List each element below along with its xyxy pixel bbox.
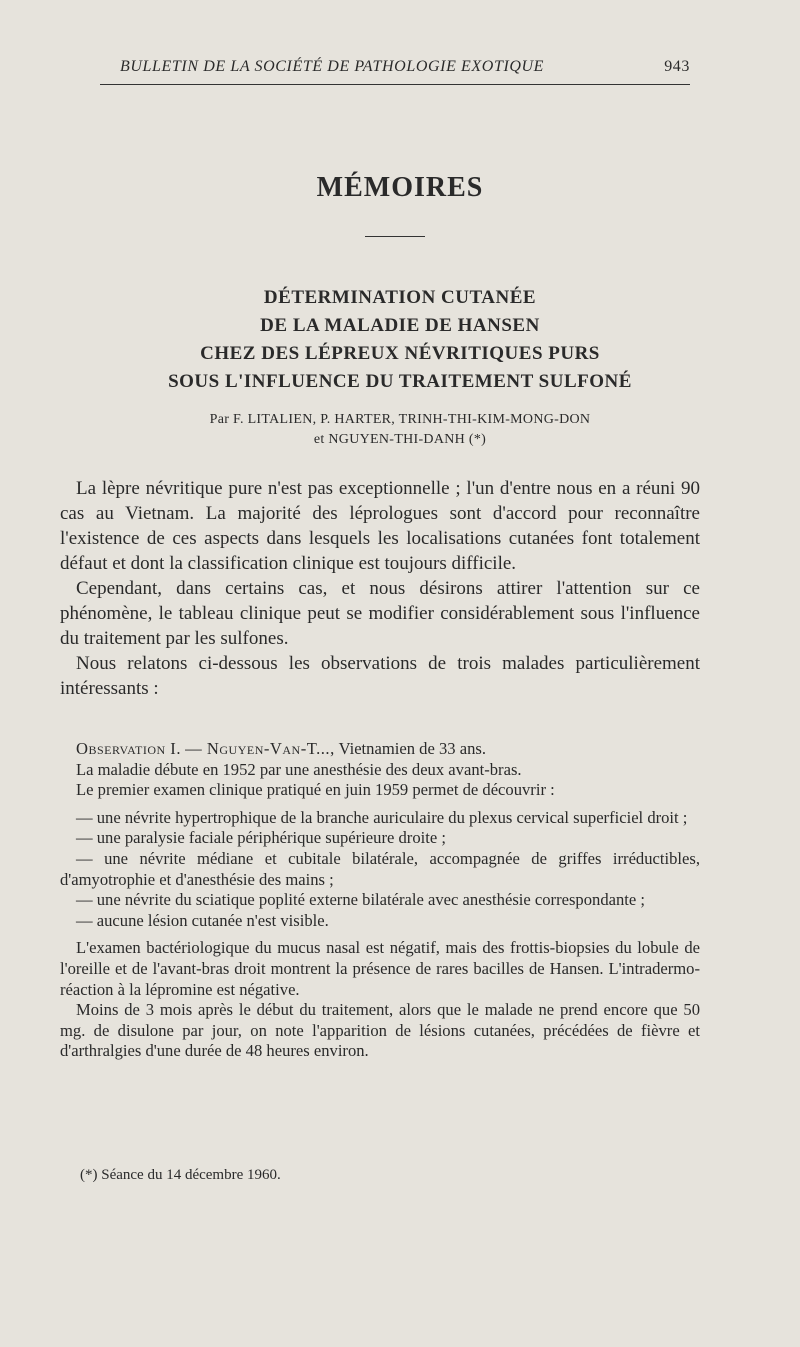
authors-line: Par F. LITALIEN, P. HARTER, TRINH-THI-KIM-MONG-DON [209,412,591,427]
finding-item: — une paralysie faciale périphérique supérieure droite ; [76,828,446,848]
observation-line: Le premier examen clinique pratiqué en juin 1959 permet de découvrir : [76,780,555,800]
finding-item: — une névrite hypertrophique de la branche auriculaire du plexus cervical superficiel droit ; [76,807,688,827]
observation-line: La maladie débute en 1952 par une anesthésie des deux avant-bras. [76,759,522,779]
paragraph: L'examen bactériologique du mucus nasal est négatif, mais des frottis-biopsies du lobule de l'oreille et de l'avant-bras droit montrent la présence de rares bacilles de Hansen. L'intradermo-réaction à la lépromine est négative. [60,938,700,999]
article-title-line: CHEZ DES LÉPREUX NÉVRITIQUES PURS [200,343,600,364]
paragraph: Nous relatons ci-dessous les observations de trois malades particulièrement intéressants : [60,653,700,699]
observation-patient: — Nguyen-Van-T..., [185,739,335,758]
footnote: (*) Séance du 14 décembre 1960. [80,1167,281,1183]
article-title [0,284,800,396]
paragraph: Cependant, dans certains cas, et nous désirons attirer l'attention sur ce phénomène, le tableau clinique peut se modifier considérablement sous l'influence du traitement par les sulfones. [60,578,700,649]
article-title-line: DE LA MALADIE DE HANSEN [260,315,540,336]
article-title-line: DÉTERMINATION CUTANÉE [263,287,537,308]
running-head [100,58,690,85]
finding-item: — une névrite du sciatique poplité externe bilatérale avec anesthésie correspondante ; [76,890,646,910]
observation-section [60,739,700,1062]
article-title-line: SOUS L'INFLUENCE DU TRAITEMENT SULFONÉ [168,371,632,392]
journal-title: BULLETIN DE LA SOCIÉTÉ DE PATHOLOGIE EXOTIQUE [120,58,545,75]
finding-item: — une névrite médiane et cubitale bilatérale, accompagnée de griffes irréductibles, d'amyotrophie et d'anesthésie des mains ; [60,848,700,889]
authors-line: et NGUYEN-THI-DANH (*) [313,432,487,447]
page-number: 943 [664,58,690,75]
observation-label: Observation I. [76,739,181,758]
paragraph: Moins de 3 mois après le début du traitement, alors que le malade ne prend encore que 50 mg. de disulone par jour, on note l'apparition de lésions cutanées, précédées de fièvre et d'arthralgies d'une durée de 48 heures environ. [60,1000,700,1061]
section-divider [365,236,425,237]
section-title: MÉMOIRES [316,172,484,203]
observation-patient-info: Vietnamien de 33 ans. [338,739,486,758]
observation-heading [60,739,700,760]
intro-text [60,476,700,701]
paragraph: La lèpre névritique pure n'est pas exceptionnelle ; l'un d'entre nous en a réuni 90 cas au Vietnam. La majorité des léprologues sont d'accord pour reconnaître l'existence de ces aspects dans lesquels les localisations cutanées font totalement défaut et dont la classification clinique est toujours difficile. [60,478,700,574]
finding-item: — aucune lésion cutanée n'est visible. [76,910,329,930]
article-authors [0,410,800,450]
